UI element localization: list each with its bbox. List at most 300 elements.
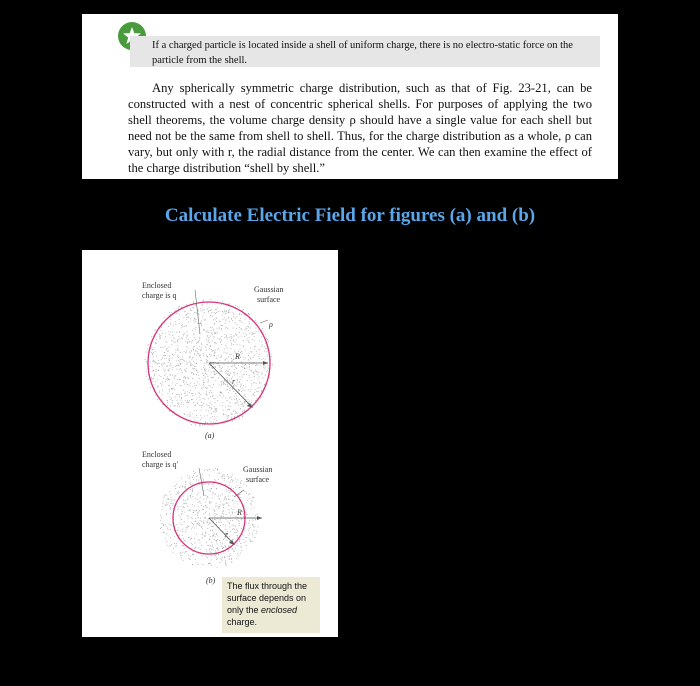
charge-dot — [212, 316, 213, 317]
charge-dot — [220, 342, 221, 343]
charge-dot — [160, 336, 161, 337]
charge-dot — [187, 506, 188, 507]
charge-dot — [177, 506, 178, 507]
charge-dot — [231, 334, 232, 335]
charge-dot — [228, 490, 229, 491]
charge-dot — [249, 364, 250, 365]
charge-dot — [226, 416, 227, 417]
charge-dot — [243, 309, 244, 310]
charge-dot — [233, 328, 234, 329]
charge-dot — [207, 336, 208, 337]
charge-dot — [200, 350, 201, 351]
charge-dot — [226, 319, 227, 320]
charge-dot — [148, 379, 149, 380]
charge-dot — [198, 511, 199, 512]
charge-dot — [256, 322, 257, 323]
charge-dot — [225, 320, 226, 321]
charge-dot — [184, 552, 185, 553]
charge-dot — [205, 320, 206, 321]
charge-dot — [239, 539, 240, 540]
charge-dot — [181, 325, 182, 326]
charge-dot — [199, 396, 200, 397]
charge-dot — [251, 500, 252, 501]
charge-dot — [227, 474, 228, 475]
charge-dot — [193, 479, 194, 480]
charge-dot — [214, 533, 215, 534]
charge-dot — [156, 363, 157, 364]
charge-dot — [240, 386, 241, 387]
charge-dot — [171, 525, 172, 526]
charge-dot — [173, 500, 174, 501]
charge-dot — [216, 343, 217, 344]
charge-dot — [245, 319, 246, 320]
charge-dot — [228, 357, 229, 358]
charge-dot — [221, 341, 222, 342]
charge-dot — [212, 520, 213, 521]
charge-dot — [265, 384, 266, 385]
charge-dot — [146, 376, 147, 377]
charge-dot — [228, 415, 229, 416]
charge-dot — [210, 530, 211, 531]
charge-dot — [170, 399, 171, 400]
charge-dot — [234, 399, 235, 400]
charge-dot — [183, 496, 184, 497]
charge-dot — [192, 496, 193, 497]
charge-dot — [249, 533, 250, 534]
charge-dot — [214, 336, 215, 337]
charge-dot — [231, 354, 232, 355]
charge-dot — [253, 541, 254, 542]
charge-dot — [188, 322, 189, 323]
charge-dot — [221, 392, 222, 393]
charge-dot — [189, 352, 190, 353]
charge-dot — [215, 408, 216, 409]
charge-dot — [197, 475, 198, 476]
charge-dot — [170, 509, 171, 510]
charge-dot — [210, 545, 211, 546]
charge-dot — [250, 358, 251, 359]
charge-dot — [234, 335, 235, 336]
charge-dot — [177, 341, 178, 342]
charge-dot — [190, 364, 191, 365]
charge-dot — [231, 344, 232, 345]
charge-dot — [204, 399, 205, 400]
charge-dot — [226, 311, 227, 312]
charge-dot — [184, 381, 185, 382]
charge-dot — [219, 367, 220, 368]
charge-dot — [248, 389, 249, 390]
charge-dot — [194, 383, 195, 384]
charge-dot — [190, 483, 191, 484]
charge-dot — [224, 311, 225, 312]
charge-dot — [228, 521, 229, 522]
charge-dot — [209, 475, 210, 476]
charge-dot — [183, 390, 184, 391]
charge-dot — [197, 402, 198, 403]
charge-dot — [169, 334, 170, 335]
charge-dot — [215, 551, 216, 552]
charge-dot — [164, 496, 165, 497]
charge-dot — [248, 535, 249, 536]
charge-dot — [179, 406, 180, 407]
charge-dot — [215, 480, 216, 481]
charge-dot — [196, 480, 197, 481]
charge-dot — [252, 497, 253, 498]
charge-dot — [259, 358, 260, 359]
charge-dot — [152, 381, 153, 382]
charge-dot — [202, 538, 203, 539]
charge-dot — [214, 324, 215, 325]
charge-dot — [240, 371, 241, 372]
charge-dot — [179, 522, 180, 523]
charge-dot — [191, 351, 192, 352]
charge-dot — [252, 501, 253, 502]
charge-dot — [182, 531, 183, 532]
charge-dot — [193, 346, 194, 347]
charge-dot — [226, 345, 227, 346]
charge-dot — [195, 518, 196, 519]
charge-dot — [204, 369, 205, 370]
charge-dot — [168, 502, 169, 503]
charge-dot — [156, 356, 157, 357]
charge-dot — [233, 359, 234, 360]
charge-dot — [237, 543, 238, 544]
charge-dot — [234, 373, 235, 374]
charge-dot — [211, 392, 212, 393]
charge-dot — [207, 497, 208, 498]
charge-dot — [222, 475, 223, 476]
charge-dot — [258, 331, 259, 332]
charge-dot — [153, 360, 154, 361]
charge-dot — [235, 342, 236, 343]
charge-dot — [236, 334, 237, 335]
charge-dot — [159, 390, 160, 391]
charge-dot — [259, 376, 260, 377]
charge-dot — [263, 332, 264, 333]
charge-dot — [191, 310, 192, 311]
charge-dot — [214, 479, 215, 480]
charge-dot — [203, 373, 204, 374]
charge-dot — [201, 505, 202, 506]
charge-dot — [177, 530, 178, 531]
charge-dot — [243, 333, 244, 334]
charge-dot — [249, 314, 250, 315]
charge-dot — [212, 368, 213, 369]
charge-dot — [196, 415, 197, 416]
charge-dot — [235, 333, 236, 334]
charge-dot — [214, 519, 215, 520]
charge-dot — [185, 315, 186, 316]
charge-dot — [177, 356, 178, 357]
charge-dot — [225, 563, 226, 564]
charge-dot — [185, 551, 186, 552]
charge-dot — [190, 559, 191, 560]
charge-dot — [229, 482, 230, 483]
charge-dot — [249, 538, 250, 539]
charge-dot — [172, 382, 173, 383]
charge-dot — [169, 358, 170, 359]
charge-dot — [252, 364, 253, 365]
charge-dot — [203, 380, 204, 381]
charge-dot — [272, 364, 273, 365]
charge-dot — [179, 369, 180, 370]
charge-dot — [188, 510, 189, 511]
charge-dot — [197, 323, 198, 324]
charge-dot — [190, 310, 191, 311]
charge-dot — [193, 361, 194, 362]
charge-dot — [180, 364, 181, 365]
charge-dot — [235, 413, 236, 414]
charge-dot — [190, 390, 191, 391]
charge-dot — [240, 344, 241, 345]
charge-dot — [219, 339, 220, 340]
charge-dot — [242, 534, 243, 535]
charge-dot — [233, 391, 234, 392]
charge-dot — [201, 360, 202, 361]
charge-dot — [190, 484, 191, 485]
charge-dot — [146, 361, 147, 362]
charge-dot — [190, 495, 191, 496]
charge-dot — [177, 492, 178, 493]
charge-dot — [207, 344, 208, 345]
charge-dot — [208, 411, 209, 412]
charge-dot — [203, 398, 204, 399]
charge-dot — [205, 536, 206, 537]
charge-dot — [239, 381, 240, 382]
charge-dot — [233, 387, 234, 388]
charge-dot — [241, 528, 242, 529]
charge-dot — [217, 349, 218, 350]
charge-dot — [178, 515, 179, 516]
charge-dot — [232, 495, 233, 496]
charge-dot — [170, 363, 171, 364]
charge-dot — [267, 339, 268, 340]
charge-dot — [232, 512, 233, 513]
charge-dot — [233, 372, 234, 373]
charge-dot — [210, 315, 211, 316]
charge-dot — [209, 513, 210, 514]
charge-dot — [242, 511, 243, 512]
charge-dot — [223, 539, 224, 540]
charge-dot — [242, 377, 243, 378]
charge-dot — [147, 345, 148, 346]
charge-dot — [197, 353, 198, 354]
charge-dot — [182, 486, 183, 487]
charge-dot — [212, 396, 213, 397]
charge-dot — [155, 361, 156, 362]
charge-dot — [153, 370, 154, 371]
charge-dot — [191, 493, 192, 494]
charge-dot — [153, 360, 154, 361]
charge-dot — [188, 497, 189, 498]
charge-dot — [216, 522, 217, 523]
charge-dot — [250, 525, 251, 526]
charge-dot — [192, 399, 193, 400]
charge-dot — [237, 537, 238, 538]
charge-dot — [242, 310, 243, 311]
charge-dot — [230, 397, 231, 398]
charge-dot — [164, 368, 165, 369]
charge-dot — [255, 333, 256, 334]
charge-dot — [202, 526, 203, 527]
charge-dot — [151, 379, 152, 380]
charge-dot — [226, 564, 227, 565]
charge-dot — [198, 518, 199, 519]
charge-dot — [169, 391, 170, 392]
charge-dot — [201, 349, 202, 350]
charge-dot — [167, 528, 168, 529]
charge-dot — [241, 404, 242, 405]
charge-dot — [196, 399, 197, 400]
charge-dot — [191, 399, 192, 400]
charge-dot — [232, 549, 233, 550]
charge-dot — [237, 306, 238, 307]
charge-dot — [184, 360, 185, 361]
charge-dot — [248, 355, 249, 356]
charge-dot — [258, 372, 259, 373]
charge-dot — [221, 368, 222, 369]
charge-dot — [236, 368, 237, 369]
charge-dot — [195, 305, 196, 306]
charge-dot — [184, 487, 185, 488]
charge-dot — [183, 335, 184, 336]
charge-dot — [213, 535, 214, 536]
charge-dot — [225, 496, 226, 497]
charge-dot — [228, 361, 229, 362]
charge-dot — [205, 495, 206, 496]
charge-dot — [197, 524, 198, 525]
charge-dot — [261, 382, 262, 383]
charge-dot — [236, 328, 237, 329]
charge-dot — [235, 305, 236, 306]
charge-dot — [215, 402, 216, 403]
charge-dot — [155, 394, 156, 395]
charge-dot — [243, 340, 244, 341]
charge-dot — [210, 488, 211, 489]
charge-dot — [160, 520, 161, 521]
charge-dot — [174, 342, 175, 343]
charge-dot — [230, 531, 231, 532]
charge-dot — [239, 313, 240, 314]
charge-dot — [199, 393, 200, 394]
charge-dot — [226, 540, 227, 541]
charge-dot — [203, 330, 204, 331]
charge-dot — [241, 351, 242, 352]
charge-dot — [186, 319, 187, 320]
charge-dot — [220, 391, 221, 392]
charge-dot — [192, 378, 193, 379]
charge-dot — [243, 374, 244, 375]
charge-dot — [232, 525, 233, 526]
charge-dot — [176, 484, 177, 485]
charge-dot — [193, 525, 194, 526]
charge-dot — [224, 337, 225, 338]
charge-dot — [182, 545, 183, 546]
charge-dot — [224, 348, 225, 349]
charge-dot — [169, 360, 170, 361]
charge-dot — [240, 553, 241, 554]
charge-dot — [244, 329, 245, 330]
charge-dot — [226, 353, 227, 354]
charge-dot — [201, 410, 202, 411]
charge-dot — [247, 367, 248, 368]
charge-dot — [220, 525, 221, 526]
charge-dot — [236, 501, 237, 502]
charge-dot — [203, 514, 204, 515]
charge-dot — [233, 316, 234, 317]
charge-dot — [186, 338, 187, 339]
charge-dot — [239, 541, 240, 542]
charge-dot — [258, 387, 259, 388]
charge-dot — [210, 345, 211, 346]
charge-dot — [197, 421, 198, 422]
charge-dot — [251, 385, 252, 386]
charge-dot — [249, 366, 250, 367]
charge-dot — [219, 473, 220, 474]
charge-dot — [225, 406, 226, 407]
charge-dot — [231, 417, 232, 418]
charge-dot — [193, 510, 194, 511]
charge-dot — [171, 398, 172, 399]
charge-dot — [203, 375, 204, 376]
charge-dot — [184, 370, 185, 371]
charge-dot — [229, 398, 230, 399]
radius-r-arrow-a — [209, 363, 252, 407]
charge-dot — [169, 379, 170, 380]
charge-dot — [213, 384, 214, 385]
charge-dot — [213, 371, 214, 372]
charge-dot — [204, 382, 205, 383]
charge-dot — [167, 351, 168, 352]
charge-dot — [216, 503, 217, 504]
charge-dot — [183, 404, 184, 405]
charge-dot — [198, 492, 199, 493]
charge-dot — [238, 555, 239, 556]
charge-dot — [213, 486, 214, 487]
charge-dot — [194, 312, 195, 313]
charge-dot — [238, 494, 239, 495]
charge-dot — [183, 538, 184, 539]
r-label-b: r — [225, 530, 229, 539]
charge-dot — [231, 476, 232, 477]
charge-dot — [190, 352, 191, 353]
charge-dot — [226, 313, 227, 314]
charge-dot — [244, 530, 245, 531]
charge-dot — [197, 351, 198, 352]
charge-dot — [184, 333, 185, 334]
charge-dot — [239, 487, 240, 488]
charge-dot — [246, 486, 247, 487]
charge-dot — [224, 480, 225, 481]
charge-dot — [172, 369, 173, 370]
charge-dot — [200, 415, 201, 416]
charge-dot — [174, 536, 175, 537]
charge-dot — [227, 371, 228, 372]
charge-dot — [211, 542, 212, 543]
charge-dot — [229, 536, 230, 537]
charge-dot — [218, 355, 219, 356]
charge-dot — [201, 347, 202, 348]
charge-dot — [188, 518, 189, 519]
charge-dot — [208, 364, 209, 365]
charge-dot — [196, 476, 197, 477]
charge-dot — [233, 499, 234, 500]
charge-dot — [220, 357, 221, 358]
charge-dot — [218, 496, 219, 497]
charge-dot — [241, 550, 242, 551]
textbook-excerpt — [82, 14, 618, 179]
charge-dot — [178, 346, 179, 347]
